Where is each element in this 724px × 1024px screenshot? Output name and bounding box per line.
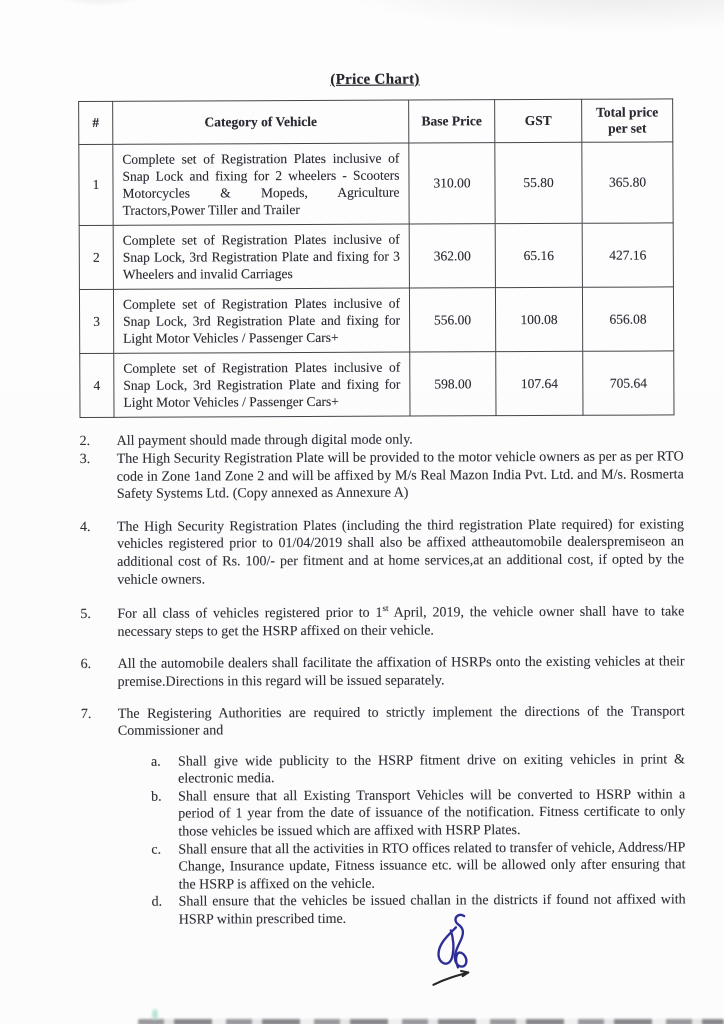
column-header-total-price: Total price per set [582, 99, 673, 143]
row-number: 2 [79, 226, 113, 290]
list-item-number: 5. [80, 607, 91, 623]
gst-cell: 65.16 [495, 224, 582, 288]
list-item-number: 4. [79, 519, 91, 535]
handwritten-signature [432, 913, 484, 993]
sublist-item-text: Shall give wide publicity to the HSRP fitment drive on exiting vehicles in print & electronic media. [177, 752, 686, 787]
list-item-text: The High Security Registration Plates (including the third registration Plate required) for existing vehicles registered prior to 01/04/2019 shall also be affixed attheautomobile dealerspremiseon an additional cost of Rs. 100/- per fitment and at home services,at an additional cost, if opted by the vehicle owners. [116, 517, 685, 588]
gst-cell: 107.64 [496, 352, 583, 416]
table-row [79, 142, 673, 226]
list-item-text: All the automobile dealers shall facilitate the affixation of HSRPs onto the existing vehicles at their premise.Directions in this regard will be issued separately. [117, 654, 685, 690]
list-item-number: 2. [79, 434, 91, 450]
scan-artifact-cutoff-text [138, 1019, 724, 1024]
row-number: 4 [80, 354, 114, 418]
category-cell: Complete set of Registration Plates inclusive of Snap Lock, 3rd Registration Plate and fixing for Light Motor Vehicles / Passenger Cars+ [114, 352, 410, 417]
list-item-3 [80, 448, 684, 503]
signature-ink-stroke [439, 927, 456, 963]
sublist-item-letter: c. [151, 842, 162, 858]
sublist-item-letter: d. [151, 895, 163, 911]
base-price-cell: 362.00 [409, 224, 495, 288]
gst-cell: 100.08 [495, 288, 582, 352]
sublist-item-b [151, 786, 685, 841]
list-item-text: All payment should made through digital mode only. [116, 432, 413, 450]
list-item-4 [80, 516, 684, 589]
list-item-number: 3. [79, 451, 91, 467]
list-item-text-post: April, 2019, the vehicle owner shall have to take necessary steps to get the HSRP affixed on their vehicle. [117, 604, 685, 640]
gst-cell: 55.80 [495, 143, 582, 224]
column-header-category: Category of Vehicle [113, 100, 409, 145]
sublist-item-text: Shall ensure that all Existing Transport Vehicles will be converted to HSRP within a period of 1 year from the date of issuance of the notification. Fitness certificate to only those vehicles be issued which are affixed with HSRP Plates. [178, 787, 686, 840]
sublist-item-letter: a. [150, 754, 161, 770]
sublist-item-d [152, 892, 686, 930]
row-number: 1 [79, 145, 113, 226]
table-row [79, 287, 673, 354]
category-cell: Complete set of Registration Plates inclusive of Snap Lock, 3rd Registration Plate and fixing for 3 Wheelers and invalid Carriages [113, 224, 409, 289]
column-header-gst: GST [495, 99, 582, 143]
sublist-item-letter: b. [151, 789, 162, 805]
table-row [80, 351, 674, 418]
table-header-row [79, 99, 673, 145]
column-header-base-price: Base Price [409, 100, 495, 144]
base-price-cell: 598.00 [410, 352, 496, 416]
category-cell: Complete set of Registration Plates inclusive of Snap Lock, 3rd Registration Plate and fixing for Light Motor Vehicles / Passenger Cars+ [113, 288, 409, 353]
base-price-cell: 556.00 [409, 288, 495, 352]
list-item-7 [81, 703, 685, 741]
list-item-text: The High Security Registration Plate will be provided to the motor vehicle owners as per as per RTO code in Zone 1and Zone 2 and will be affixed by M/s Real Mazon India Pvt. Ltd. and M/s. Rosmerta Safety Systems Ltd. (Copy annexed as Annexure A) [116, 449, 684, 502]
price-chart-heading: (Price Chart) [330, 71, 420, 88]
base-price-cell: 310.00 [409, 143, 495, 224]
list-item-text [117, 603, 684, 641]
sublist-item-a [151, 751, 685, 789]
sublist-item-text: Shall ensure that the vehicles be issued challan in the districts if found not affixed with HSRP within prescribed time. [178, 892, 686, 928]
list-item-number: 7. [80, 706, 92, 722]
total-price-cell: 365.80 [582, 142, 673, 223]
column-header-number: # [79, 101, 113, 145]
table-row [79, 223, 673, 290]
list-item-6 [81, 654, 685, 692]
sublist-item-c [151, 839, 685, 894]
signature-ink-stroke [455, 915, 467, 967]
price-chart-table [78, 98, 674, 418]
total-price-cell: 705.64 [583, 351, 674, 415]
category-cell: Complete set of Registration Plates inclusive of Snap Lock and fixing for 2 wheelers - Scooters Motorcycles & Mopeds, Agriculture Tractors,Power Tiller and Trailer [113, 143, 409, 225]
list-item-number: 6. [80, 657, 92, 673]
sublist-item-text: Shall ensure that all the activities in RTO offices related to transfer of vehicle, Address/HP Change, Insurance update, Fitness issuance etc. will be allowed only after ensuring that the HSRP is affixed on the vehicle. [178, 840, 686, 893]
list-item-5 [80, 603, 684, 641]
page-title [78, 69, 672, 90]
lettered-sublist [151, 751, 686, 929]
list-item-text-pre: For all class of vehicles registered prior to 1 [117, 605, 383, 622]
numbered-clauses [80, 431, 686, 930]
document-content [78, 69, 686, 929]
signature-underline-arrow [433, 972, 468, 984]
scan-speck [152, 1009, 158, 1020]
total-price-cell: 656.08 [582, 287, 673, 351]
row-number: 3 [79, 290, 113, 354]
list-item-text: The Registering Authorities are required to strictly implement the directions of the Transport Commissioner and [117, 703, 685, 739]
total-price-cell: 427.16 [582, 223, 673, 287]
ordinal-superscript: st [382, 603, 389, 614]
